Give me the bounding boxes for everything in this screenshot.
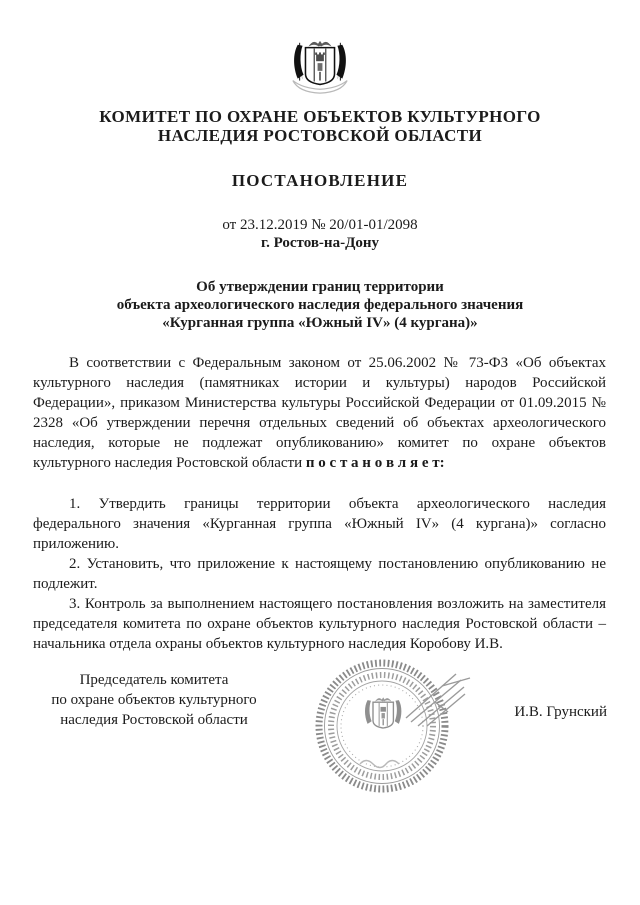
org-name-line1: КОМИТЕТ ПО ОХРАНЕ ОБЪЕКТОВ КУЛЬТУРНОГО [99,107,541,126]
signer-position-line1: Председатель комитета [79,672,229,688]
resolution-item-3: 3. Контроль за выполнением настоящего постановления возложить на заместителя председателя комитета по охране объектов культурного наследия Ростовской области – начальника отдела охраны объектов культурного наследия Коробову И.В. [33,596,606,652]
preamble-text: В соответствии с Федеральным законом от 25.06.2002 № 73-ФЗ «Об объектах культурного наследия (памятниках истории и культуры) народов Российской Федерации», приказом Министерства культуры Российской Федерации от 01.09.2015 № 2328 «Об утверждении перечня отдельных сведений об объектах археологического наследия, которые не подлежат опубликованию» комитет по охране объектов культурного наследия Ростовской области [33,355,606,471]
signer-name: И.В. Грунский [514,704,607,720]
org-name [0,107,640,145]
title-line2: объекта археологического наследия федерального значения [116,297,524,313]
preamble-paragraph [33,353,606,473]
signature-strokes-icon [406,674,470,726]
title-line3: «Курганная группа «Южный IV» (4 кургана)» [162,315,478,331]
signer-position-line2: по охране объектов культурного [51,692,257,708]
rostov-coat-of-arms-icon [281,36,359,98]
signer-position [28,670,280,730]
round-seal-icon [310,656,485,801]
signature-block [0,664,640,834]
seal-coat-of-arms-icon [365,697,401,728]
preamble-emphasis: п о с т а н о в л я е т: [305,455,445,471]
document-body [33,353,606,654]
document-title [0,278,640,332]
official-seal [310,656,485,801]
document-type: ПОСТАНОВЛЕНИЕ [231,171,409,190]
resolution-item-2: 2. Установить, что приложение к настоящему постановлению опубликованию не подлежит. [33,556,606,592]
signer-position-line3: наследия Ростовской области [60,712,248,728]
document-date-number: от 23.12.2019 № 20/01-01/2098 [222,217,418,233]
org-name-line2: НАСЛЕДИЯ РОСТОВСКОЙ ОБЛАСТИ [157,126,483,145]
title-line1: Об утверждении границ территории [196,279,444,295]
coat-of-arms [281,36,359,103]
document-city: г. Ростов-на-Дону [260,235,380,251]
resolution-item-1: 1. Утвердить границы территории объекта археологического наследия федерального значения «Курганная группа «Южный IV» (4 кургана)» согласно приложению. [33,496,606,552]
